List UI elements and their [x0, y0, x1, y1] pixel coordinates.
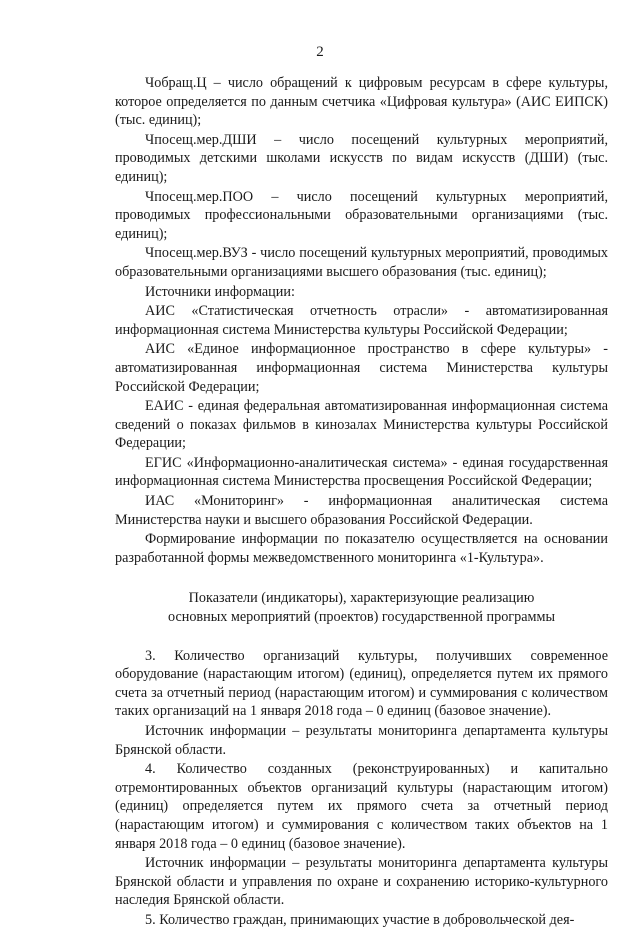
paragraph-source-4: Источник информации – результаты мониторинга департамента культуры Брянской области и управления по охране и сохранению историко-культурного наследия Брянской области.	[115, 855, 608, 909]
paragraph-dshi: Чпосещ.мер.ДШИ – число посещений культурных мероприятий, проводимых детскими школами искусств по видам искусств (ДШИ) (тыс. единиц);	[115, 131, 608, 185]
paragraph-source-ais-eip: АИС «Единое информационное пространство в сфере культуры» - автоматизированная информационная система Министерства культуры Российской Федерации;	[115, 341, 608, 395]
paragraph-sources-heading: Источники информации:	[145, 283, 295, 300]
paragraph-source-egis: ЕГИС «Информационно-аналитическая система» - единая государственная информационная система Министерства просвещения Российской Федерации;	[115, 454, 608, 490]
paragraph-source-ias: ИАС «Мониторинг» - информационная аналитическая система Министерства науки и высшего образования Российской Федерации.	[115, 493, 608, 528]
paragraph-chobrash: Чобращ.Ц – число обращений к цифровым ресурсам в сфере культуры, которое определяется по данным счетчика «Цифровая культура» (АИС ЕИПСК) (тыс. единиц);	[115, 75, 608, 129]
section-heading-line-1: Показатели (индикаторы), характеризующие реализацию	[188, 590, 535, 607]
paragraph-indicator-5: 5. Количество граждан, принимающих участие в добровольческой дея-	[145, 911, 575, 928]
paragraph-poo: Чпосещ.мер.ПОО – число посещений культурных мероприятий, проводимых профессиональными образовательными организациями (тыс. единиц);	[115, 188, 608, 242]
section-heading	[115, 589, 608, 626]
paragraph-source-3: Источник информации – результаты мониторинга департамента культуры Брянской области.	[115, 723, 608, 758]
paragraph-vuz: Чпосещ.мер.ВУЗ - число посещений культурных мероприятий, проводимых образовательными организациями высшего образования (тыс. единиц);	[115, 245, 608, 280]
paragraph-indicator-3: 3. Количество организаций культуры, получивших современное оборудование (нарастающим итогом) (единиц), определяется путем их прямого счета за отчетный период (нарастающим итогом) и суммирования с количеством таких организаций на 1 января 2018 года – 0 единиц (базовое значение).	[115, 647, 608, 720]
paragraph-indicator-4: 4. Количество созданных (реконструированных) и капитально отремонтированных объектов организаций культуры (нарастающим итогом) (единиц) определяется путем их прямого счета за отчетный период (нарастающим итогом) и суммирования с количеством таких объектов на 1 января 2018 года – 0 единиц (базовое значение).	[115, 761, 608, 852]
paragraph-source-ais-stat: АИС «Статистическая отчетность отрасли» - автоматизированная информационная система Министерства культуры Российской Федерации;	[115, 303, 608, 338]
page-number: 2	[316, 44, 324, 60]
paragraph-formation: Формирование информации по показателю осуществляется на основании разработанной формы межведомственного мониторинга «1-Культура».	[115, 531, 608, 566]
document-body	[115, 74, 608, 930]
section-heading-line-2: основных мероприятий (проектов) государственной программы	[168, 609, 555, 626]
paragraph-source-eais: ЕАИС - единая федеральная автоматизированная информационная система сведений о показах фильмов в кинозалах Министерства культуры Российской Федерации;	[115, 398, 608, 452]
